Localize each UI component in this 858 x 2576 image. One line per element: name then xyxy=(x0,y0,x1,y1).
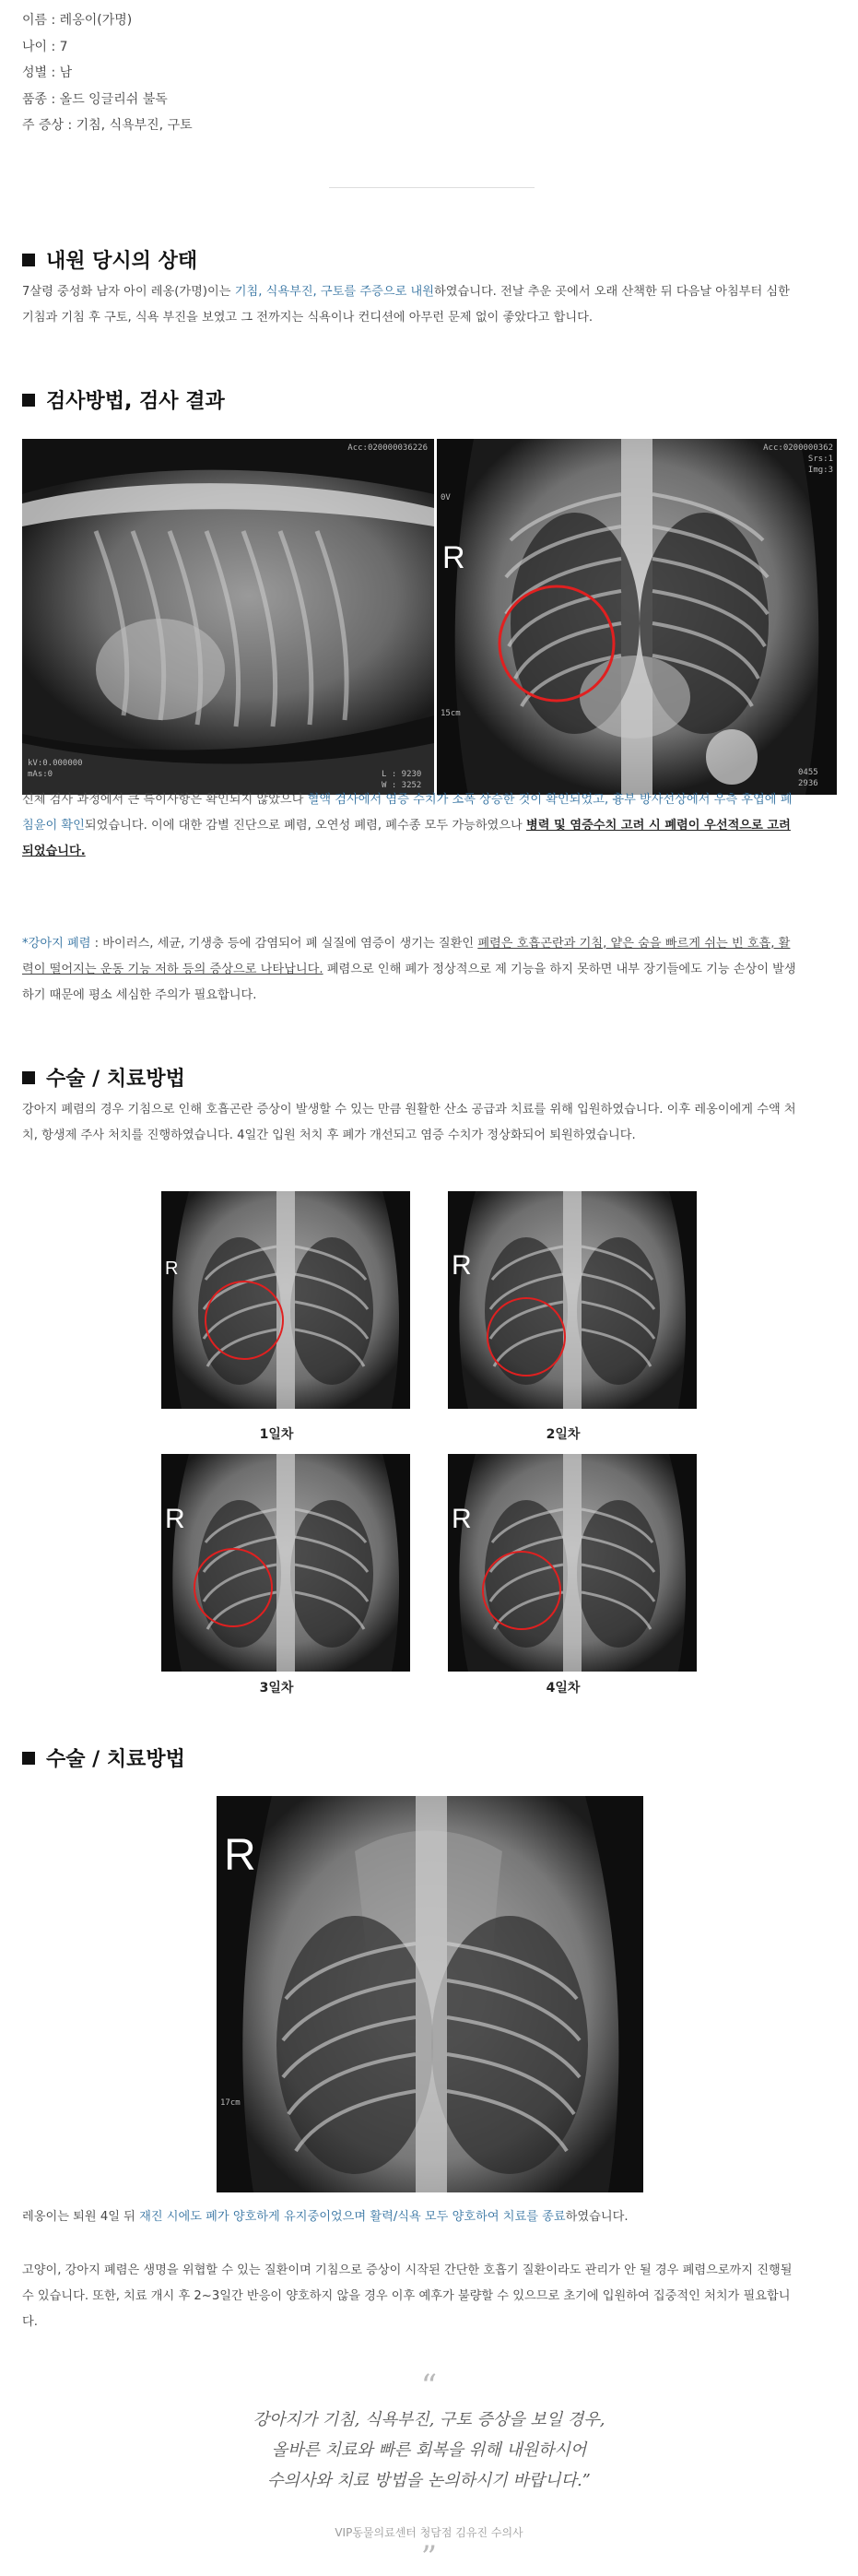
xray-label: 2936 xyxy=(798,779,818,788)
section-heading-treatment: 수술 / 치료방법 xyxy=(22,1063,185,1092)
diagnosis-emphasis: 병력 및 염증수치 고려 시 폐렴이 우선적으로 고려 xyxy=(525,819,791,833)
xray-day-2-image xyxy=(448,1191,697,1409)
patient-symptoms: 주 증상 : 기침, 식욕부진, 구토 xyxy=(22,118,193,133)
divider xyxy=(329,187,535,188)
heading-square-icon xyxy=(22,1752,35,1765)
xray-day-3-image xyxy=(161,1454,410,1672)
xray-orientation-label: R xyxy=(452,1504,472,1534)
caution-paragraph: 고양이, 강아지 폐렴은 생명을 위협할 수 있는 질환이며 기침으로 증상이 시작된 간단한 호흡기 질환이라도 관리가 안 될 경우 폐렴으로까지 진행될 수 있습니다. 또한, 치료 개시 후 2~3일간 반응이 양호하지 않을 경우 이후 예후가 불량할 수 있으므로 초기에 입원하여 집중적인 처치가 필요합니 다. xyxy=(22,2263,793,2329)
patient-age: 나이 : 7 xyxy=(22,39,68,54)
xray-label: L : 9230 xyxy=(382,770,422,779)
xray-day-1-image xyxy=(161,1191,410,1409)
pneumonia-note: *강아지 폐렴 : 바이러스, 세균, 기생충 등에 감염되어 폐 실질에 염증이 생기는 질환인 폐렴은 호흡곤란과 기침, 얕은 숨을 빠르게 쉬는 빈 호흡, 활 력이 떨어지는 운동 기능 저하 등의 증상으로 나타납니다. 폐렴으로 인해 폐가 정상적으로 제 기능을 하지 못하면 내부 장기들에도 기능 손상이 발생 하기 때문에 평소 세심한 주의가 필요합니다. xyxy=(22,937,796,1002)
status-paragraph: 7살령 중성화 남자 아이 레옹(가명)이는 기침, 식욕부진, 구토를 주증으로 내원하였습니다. 전날 추운 곳에서 오래 산책한 뒤 다음날 아침부터 심한 기침과 기침 후 구토, 식욕 부진을 보였고 그 전까지는 식욕이나 컨디션에 아무런 문제 없이 좋았다고 합니다. xyxy=(22,285,790,325)
patient-breed: 품종 : 올드 잉글리쉬 불독 xyxy=(22,91,168,107)
xray-lateral-image xyxy=(22,439,434,795)
patient-info xyxy=(22,7,193,139)
section-heading-exam: 검사방법, 검사 결과 xyxy=(22,385,225,414)
xray-day-4-image xyxy=(448,1454,697,1672)
xray-label: W : 3252 xyxy=(382,781,422,790)
day-1-caption: 1일차 xyxy=(259,1427,294,1442)
outcome-paragraph: 레옹이는 퇴원 4일 뒤 재진 시에도 폐가 양호하게 유지중이었으며 활력/식욕 모두 양호하여 치료를 종료하였습니다. xyxy=(22,2210,629,2224)
xray-label: Acc:020000036226 xyxy=(347,443,428,453)
note-term: *강아지 폐렴 xyxy=(22,937,91,951)
quote-open-mark: “ xyxy=(420,2368,438,2405)
vet-signature: VIP동물의료센터 청담점 김유진 수의사 xyxy=(335,2526,523,2539)
outcome-highlight: 재진 시에도 폐가 양호하게 유지중이었으며 활력/식욕 모두 양호하여 치료를 종료 xyxy=(139,2210,566,2224)
xray-label: Img:3 xyxy=(807,466,833,475)
xray-label: 0455 xyxy=(798,768,818,777)
patient-name: 이름 : 레옹이(가명) xyxy=(22,13,133,28)
xray-label: mAs:0 xyxy=(28,770,53,779)
exam-result-paragraph: 신체 검사 과정에서 큰 특이사항은 확인되지 않았으나 혈액 검사에서 염증 수치가 소폭 상승한 것이 확인되었고, 흉부 방사선상에서 우측 후엽에 폐 침윤이 확인되었습니다. 이에 대한 감별 진단으로 폐렴, 오연성 폐렴, 폐수종 모두 가능하였으나 병력 및 염증수치 고려 시 폐렴이 우선적으로 고려 되었습니다. xyxy=(22,793,793,858)
patient-sex: 성별 : 남 xyxy=(22,65,73,80)
day-3-caption: 3일차 xyxy=(259,1681,294,1696)
xray-orientation-label: R xyxy=(452,1250,472,1281)
day-4-caption: 4일차 xyxy=(546,1681,581,1696)
xray-label: kV:0.000000 xyxy=(28,759,83,768)
xray-label: 17cm xyxy=(220,2098,241,2108)
xray-orientation-label: R xyxy=(224,1831,256,1880)
xray-orientation-label: R xyxy=(442,540,465,575)
heading-square-icon xyxy=(22,254,35,266)
section-heading-status: 내원 당시의 상태 xyxy=(22,245,197,274)
xray-orientation-label: R xyxy=(165,1258,179,1279)
xray-followup-image xyxy=(217,1796,643,2192)
status-highlight: 기침, 식욕부진, 구토를 주증으로 내원 xyxy=(234,285,434,299)
xray-orientation-label: R xyxy=(165,1504,185,1534)
xray-label: 0V xyxy=(441,493,451,502)
heading-square-icon xyxy=(22,1071,35,1084)
xray-label: Acc:0200000362 xyxy=(763,443,833,453)
day-2-caption: 2일차 xyxy=(546,1427,581,1442)
vet-quote: 강아지가 기침, 식욕부진, 구토 증상을 보일 경우, 올바른 치료와 빠른 회복을 위해 내원하시어 수의사와 치료 방법을 논의하시기 바랍니다.” xyxy=(253,2410,605,2490)
exam-highlight: 혈액 검사에서 염증 수치가 소폭 상승한 것이 확인되었고, 흉부 방사선상에서 우측 후엽에 폐 xyxy=(307,793,793,807)
treatment-paragraph: 강아지 폐렴의 경우 기침으로 인해 호흡곤란 증상이 발생할 수 있는 만큼 원활한 산소 공급과 치료를 위해 입원하였습니다. 이후 레옹이에게 수액 처 치, 항생제 주사 처치를 진행하였습니다. 4일간 입원 처치 후 폐가 개선되고 염증 수치가 정상화되어 퇴원하였습니다. xyxy=(22,1103,796,1142)
xray-vd-image xyxy=(437,439,837,795)
quote-close-mark: ” xyxy=(420,2539,438,2576)
heading-square-icon xyxy=(22,394,35,407)
section-heading-result: 수술 / 치료방법 xyxy=(22,1743,185,1772)
xray-label: Srs:1 xyxy=(807,455,833,464)
xray-label: 15cm xyxy=(441,709,461,718)
